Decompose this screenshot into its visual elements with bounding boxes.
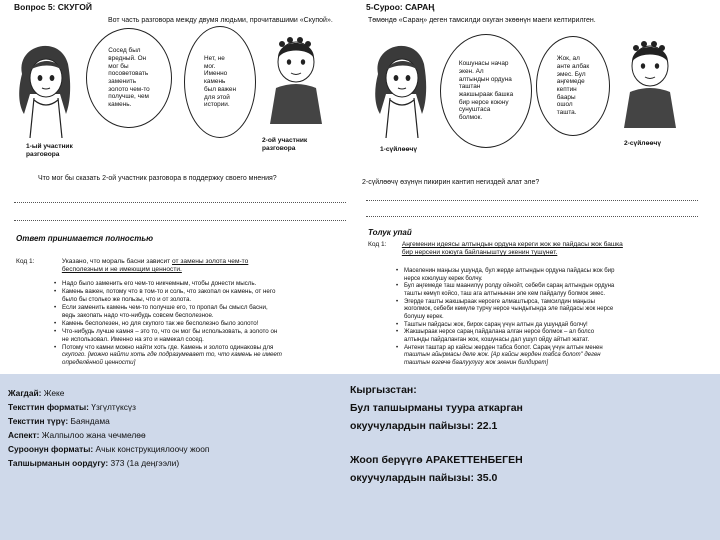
list-item: • Если заменить камень чем-то получше его, то пропал бы смысл басни, xyxy=(54,304,282,312)
results-summary xyxy=(350,380,710,535)
text-format-row: Тексттин форматы: Үзгүлтүксүз xyxy=(8,402,136,412)
question-title: Вопрос 5: СКУГОЙ xyxy=(14,2,92,12)
code1-row: Код 1: Аңгеменин идеясы алтындын ордуна кереги жок же пайдасы жок башка бир нерсени коюуга байланыштуу экенин түшүнөт. xyxy=(368,241,623,256)
girl-illustration xyxy=(366,34,438,138)
illustration-scene xyxy=(8,28,360,168)
example-answers-list xyxy=(396,268,614,368)
question-text: Что мог бы сказать 2-ой участник разговора в поддержку своего мнения? xyxy=(38,175,277,182)
person1-label: 1-сүйлөөчү xyxy=(380,146,417,153)
question-intro: Вот часть разговора между двумя людьми, прочитавшими «Скупой». xyxy=(108,17,333,24)
list-item-continuation: было бы столько же пользы, что и от золота. xyxy=(62,295,192,303)
list-item-continuation: жоголмок, себеби көмүлө турчу нерсе чындыгында эле пайдасы жок нерсе xyxy=(404,306,614,313)
example-answers-list xyxy=(54,280,282,367)
aspect-row: Аспект: Жалпылоо жана чечмелөө xyxy=(8,430,146,440)
person2-speech-bubble: Нет, не мог. Именно камень был важен для этой истории. xyxy=(184,26,256,138)
text-type-row: Тексттин түрү: Баяндама xyxy=(8,416,110,426)
country-heading: Кыргызстан: xyxy=(350,384,417,396)
list-item-continuation: болушу керек. xyxy=(404,314,444,321)
full-credit-heading: Толук упай xyxy=(368,228,412,237)
list-item-continuation: ташты көмүп койсо, таш ага алтынынан эле кем пайдалуу болмок эмес. xyxy=(404,291,606,298)
list-item: • Жакшыраак нерсе сараң пайдалана алган нерсе болмок – ал болсо xyxy=(396,329,614,337)
full-credit-heading: Ответ принимается полностью xyxy=(16,234,154,243)
correct-percentage-line2: окуучулардын пайызы: 22.1 xyxy=(350,420,498,432)
question-text: 2-сүйлөөчү өзүнүн пикирин кантип негиздей алат эле? xyxy=(362,179,540,186)
question-intro: Төмөндө «Сараң» деген тамсилди окуган экөөнүн маеги келтирилген. xyxy=(368,17,596,24)
boy-illustration xyxy=(262,32,330,124)
list-item-continuation: таштын айырмасы деле жок. [Ар кайсы жерден табса болот" деген xyxy=(404,352,601,359)
illustration-scene xyxy=(360,28,712,168)
list-item-continuation: не использовал. Именно на это и намекал сосед. xyxy=(62,335,204,343)
list-item: • Эгерде ташты жакшыраак нерсеге алмаштырса, тамсилдин маңызы xyxy=(396,299,614,307)
task-metadata xyxy=(0,380,336,535)
person1-speech-bubble: Сосед был вредный. Он мог бы посоветовать заменить золото чем-то получше, чем камень. xyxy=(86,28,172,128)
list-item-continuation: скупого. [можно найти хоть где подразумевает то, что камень не имеет xyxy=(62,351,282,359)
list-item-continuation: таштын өзгөчө баалуулугу жок экенин билдирет] xyxy=(404,360,549,367)
code1-label: Код 1: xyxy=(16,258,35,265)
info-band xyxy=(0,374,720,540)
person2-label: 2-сүйлөөчү xyxy=(624,140,661,147)
list-item: • Бул аңгемеде таш маанилүү ролду ойнойт, себеби сараң алтындын ордуна xyxy=(396,283,614,291)
list-item-continuation: нерсе коюлушу керек болчу. xyxy=(404,275,483,282)
no-attempt-percentage-line1: Жооп берүүгө АРАКЕТТЕНБЕГЕН xyxy=(350,454,523,466)
list-item: • Таштын пайдасы жок, бирок сараң үчүн алтын да ушундай болчу! xyxy=(396,322,614,330)
list-item: • Потому что камни можно найти хоть где. Камень и золото одинаковы для xyxy=(54,344,282,352)
person2-label: 2-ой участник разговора xyxy=(262,137,308,152)
answer-line xyxy=(366,200,698,201)
correct-percentage-line1: Бул тапшырманы туура аткарган xyxy=(350,402,523,414)
question-title: 5-Суроо: САРАҢ xyxy=(366,2,435,12)
list-item: • Камень важен, потому что в том-то и соль, что закопал он камень, от него xyxy=(54,288,282,296)
person1-label: 1-ый участник разговора xyxy=(26,143,73,158)
person2-speech-bubble: Жок, ал анте албак эмес. Бул аңгемеде кептин баары ошол ташта. xyxy=(536,36,610,136)
answer-line xyxy=(14,202,346,203)
question-format-row: Суроонун форматы: Ачык конструкциялоочу жооп xyxy=(8,444,210,454)
difficulty-row: Тапшырманын оордугу: 373 (1а деңгээли) xyxy=(8,458,180,468)
girl-illustration xyxy=(10,34,82,138)
code1-label: Код 1: xyxy=(368,241,387,248)
person1-speech-bubble: Кошунасы начар экен. Ал алтындын ордуна таштан жакшыраак башка бир нерсе коюну сунуштаса болмок. xyxy=(440,34,532,148)
boy-illustration xyxy=(616,36,684,128)
list-item: • Камень бесполезен, но для скупого так же бесполезно было золото! xyxy=(54,320,282,328)
no-attempt-percentage-line2: окуучулардын пайызы: 35.0 xyxy=(350,472,498,484)
list-item: • Что-нибудь лучше камня – это то, что он мог бы использовать, а золото он xyxy=(54,328,282,336)
situation-row: Жагдай: Жеке xyxy=(8,388,65,398)
right-panel-kyrgyz xyxy=(360,0,712,372)
list-item-continuation: алтынды пайдаланган жок, кошунасы дал ушул ойду айтып жатат. xyxy=(404,337,590,344)
list-item-continuation: ведь закопать надо что-нибудь совсем бесполезное. xyxy=(62,311,214,319)
list-item: • Антени таштар ар кайсы жерден табса болот. Сараң үчүн алтын менен xyxy=(396,345,614,353)
list-item: • Надо было заменить его чем-то никчемным, чтобы донести мысль. xyxy=(54,280,282,288)
answer-line xyxy=(14,220,346,221)
list-item: • Маселенин маңызы ушунда, бул жерде алтындын ордуна пайдасы жок бир xyxy=(396,268,614,276)
code1-row: Код 1: Указано, что мораль басни зависит от замены золота чем-то бесполезным и не имеющим ценности. xyxy=(16,258,249,273)
answer-line xyxy=(366,216,698,217)
left-panel-russian xyxy=(8,0,360,372)
list-item-continuation: определённой ценности] xyxy=(62,359,136,367)
